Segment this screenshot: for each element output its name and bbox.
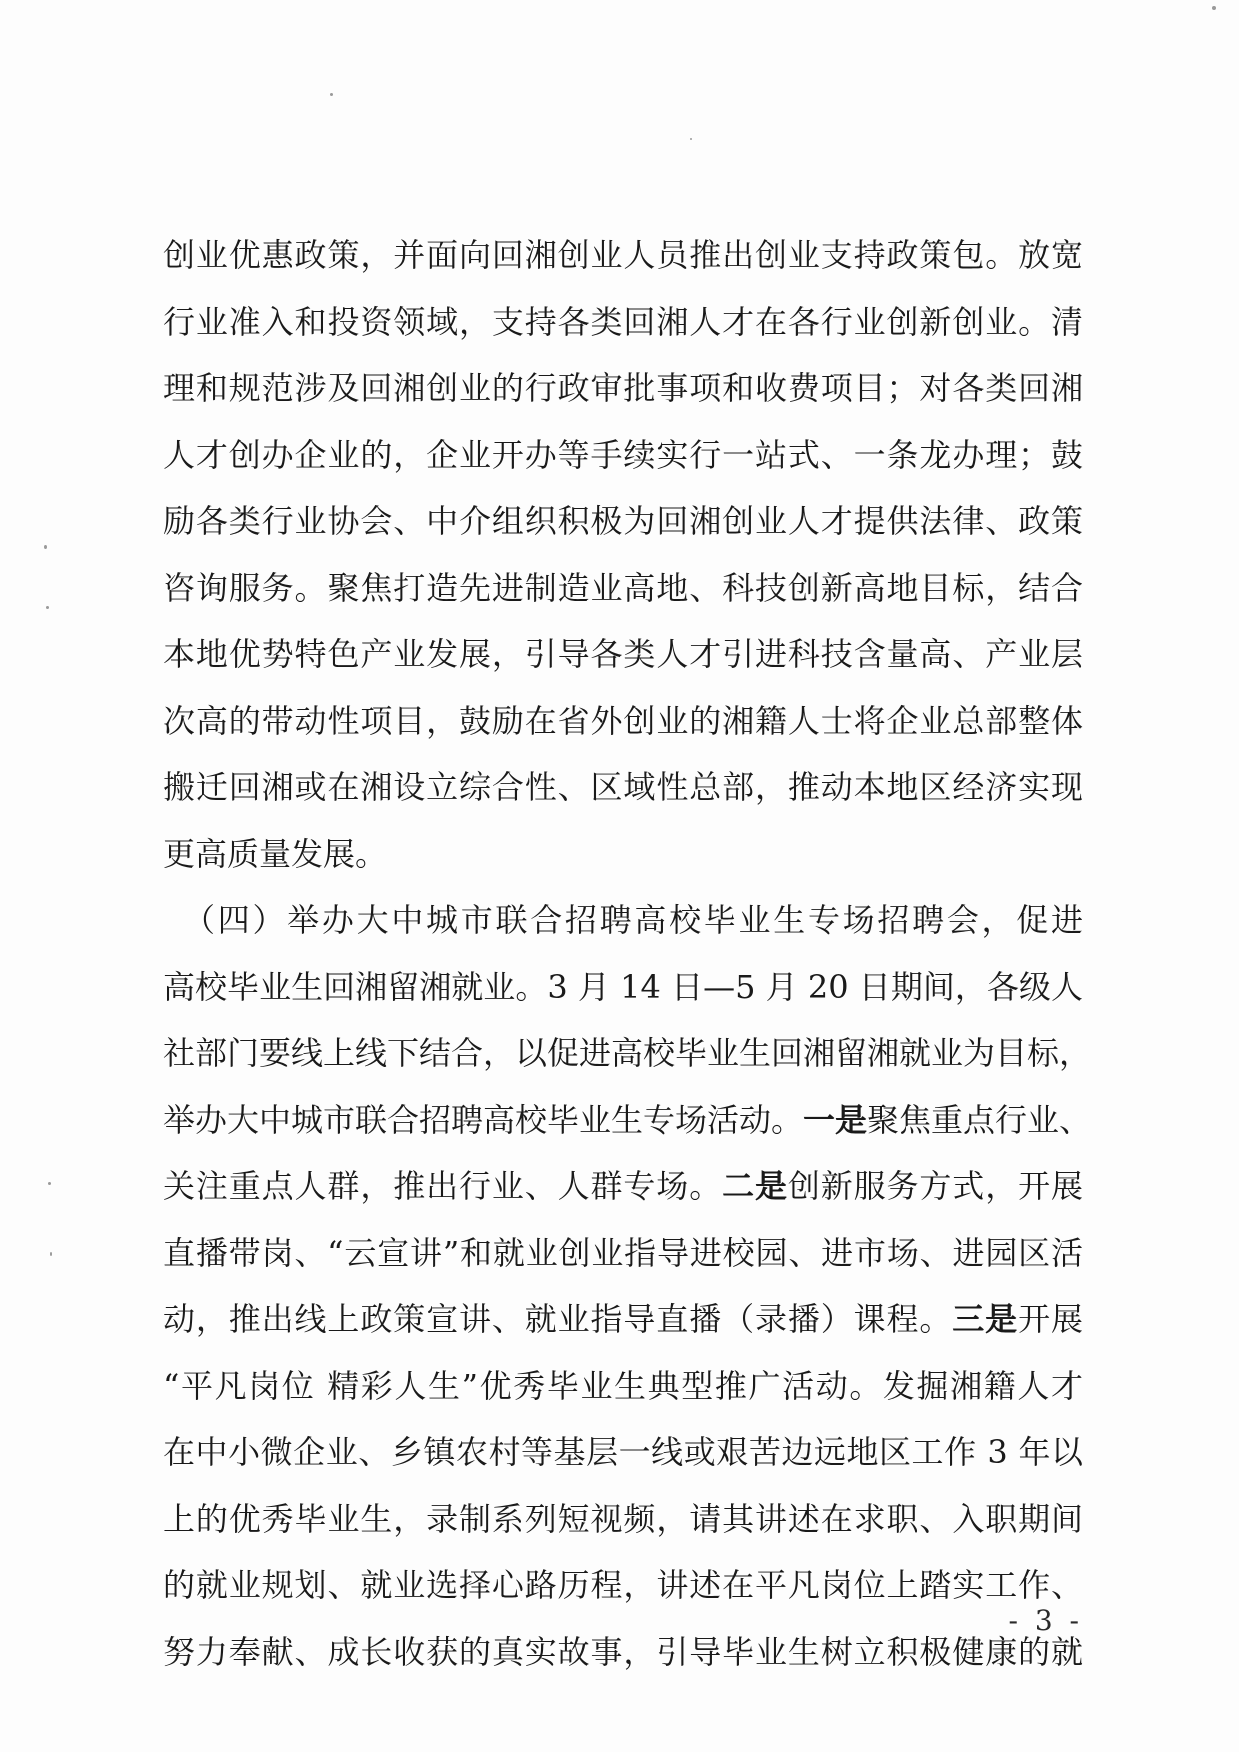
text-run: 聚焦重点行业、	[867, 1100, 1092, 1139]
page-number: - 3 -	[1008, 1604, 1083, 1637]
body-text	[163, 222, 1092, 1685]
scan-speck	[1212, 6, 1216, 10]
text-line	[163, 821, 1083, 888]
text-run: 社部门要线上线下结合，以促进高校毕业生回湘留湘就业为目标，	[163, 1034, 1092, 1072]
text-run: 关注重点人群，推出行业、人群专场。	[163, 1167, 723, 1205]
text-line	[163, 355, 1083, 422]
text-line	[163, 954, 1083, 1021]
text-run: 人才创办企业的，企业开办等手续实行一站式、一条龙办理；鼓	[163, 435, 1083, 474]
scan-speck	[690, 138, 692, 140]
text-run: 励各类行业协会、中介组织积极为回湘创业人才提供法律、政策	[163, 502, 1083, 540]
text-run: 的就业规划、就业选择心路历程，讲述在平凡岗位上踏实工作、	[163, 1566, 1083, 1604]
text-line	[163, 887, 1083, 954]
text-run: 行业准入和投资领域，支持各类回湘人才在各行业创新创业。清	[163, 302, 1083, 341]
bold-text-run: 一是	[803, 1100, 868, 1139]
text-line	[163, 1552, 1083, 1619]
scan-speck	[44, 545, 47, 549]
text-run: 创新服务方式，开展	[787, 1167, 1083, 1205]
text-run: 努力奉献、成长收获的真实故事，引导毕业生树立积极健康的就	[163, 1632, 1083, 1671]
text-line	[163, 555, 1083, 622]
bold-text-run: 二是	[722, 1167, 788, 1205]
text-run: 动，推出线上政策宣讲、就业指导直播（录播）课程。	[163, 1300, 953, 1338]
text-run: “平凡岗位 精彩人生”优秀毕业生典型推广活动。发掘湘籍人才	[163, 1366, 1083, 1405]
text-line	[163, 488, 1083, 555]
text-line	[163, 422, 1083, 489]
scan-speck	[48, 1182, 51, 1185]
text-run: 更高质量发展。	[163, 834, 388, 873]
text-run: 开展	[1018, 1300, 1083, 1338]
text-run: 本地优势特色产业发展，引导各类人才引进科技含量高、产业层	[163, 635, 1083, 673]
text-line	[163, 754, 1083, 821]
text-run: 直播带岗、“云宣讲”和就业创业指导进校园、进市场、进园区活	[163, 1233, 1083, 1272]
text-run: 创业优惠政策，并面向回湘创业人员推出创业支持政策包。放宽	[163, 236, 1083, 274]
text-run: 搬迁回湘或在湘设立综合性、区域性总部，推动本地区经济实现	[163, 768, 1083, 806]
text-line	[163, 1353, 1083, 1420]
text-run: 咨询服务。聚焦打造先进制造业高地、科技创新高地目标，结合	[163, 568, 1083, 607]
scan-speck	[330, 93, 333, 96]
text-run: 上的优秀毕业生，录制系列短视频，请其讲述在求职、入职期间	[163, 1499, 1083, 1538]
text-line	[163, 1153, 1083, 1220]
text-line	[163, 621, 1083, 688]
text-line	[163, 1619, 1083, 1686]
text-line	[163, 1419, 1083, 1486]
text-run: 理和规范涉及回湘创业的行政审批事项和收费项目；对各类回湘	[163, 369, 1083, 407]
text-line	[163, 688, 1083, 755]
text-run: （四）举办大中城市联合招聘高校毕业生专场招聘会，促进	[183, 901, 1083, 939]
text-line	[163, 1220, 1083, 1287]
text-line	[163, 1087, 1092, 1154]
text-run: 次高的带动性项目，鼓励在省外创业的湘籍人士将企业总部整体	[163, 701, 1083, 740]
text-run: 在中小微企业、乡镇农村等基层一线或艰苦边远地区工作 3 年以	[163, 1433, 1083, 1471]
text-line	[163, 289, 1083, 356]
scan-speck	[46, 606, 49, 609]
text-line	[163, 222, 1083, 289]
text-run: 举办大中城市联合招聘高校毕业生专场活动。	[163, 1100, 804, 1139]
scan-speck	[50, 1252, 52, 1256]
text-line	[163, 1486, 1083, 1553]
bold-text-run: 三是	[952, 1300, 1019, 1338]
text-line	[163, 1286, 1083, 1353]
text-line	[163, 1020, 1092, 1087]
text-run: 高校毕业生回湘留湘就业。3 月 14 日—5 月 20 日期间，各级人	[163, 967, 1083, 1006]
